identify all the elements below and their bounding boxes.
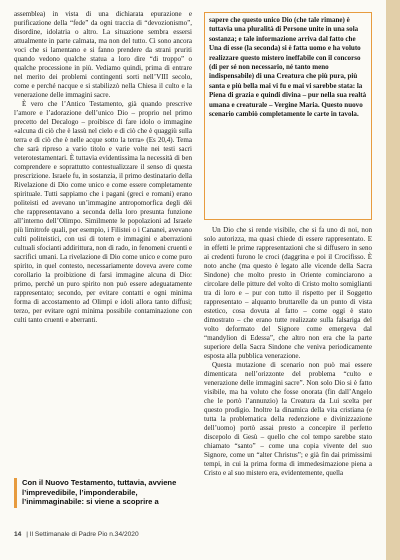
- highlight-box-text: sapere che questo unico Dio (che tale rimane) è tuttavia una pluralità di Persone unite in una sola sostanza; e tale informazione arriva dal fatto che Una di esse (la seconda) si è fatta uomo e ha voluto realizzare questo mistero ineffabile con il concorso (di per sé non necessario, né tanto meno indispensabile) di una Creatura che più pura, più santa e più bella mai vi fu e mai vi sarebbe stata: la Piena di grazia e quindi divina – pur nella sua realtà umana e creaturale – Vergine Maria. Questo nuovo scenario cambiò completamente le carte in tavola.: [209, 16, 367, 119]
- page-number: 14: [14, 531, 22, 538]
- right-paragraph-1: Un Dio che si rende visibile, che si fa uno di noi, non solo autorizza, ma quasi chiede di essere rappresentato. E in effetti le prime rappresentazioni che si diffusero in seno ai credenti furono le croci (daggrina e poi il Crocifisso. È noto anche (ma questo è legato alle vicende della Sacra Sindone) che molto presto in Oriente cominciarono a circolare delle pitture del volto di Cristo molto somiglianti tra di loro e – pur con tutto il rispetto per il Soggetto rappresentato – alquanto bruttarelle da un punto di vista estetico, cosa dovuta al fatto – come oggi è stato dimostrato – che erano tutte realizzate sulla falsariga del volto deformato del Signore come emergeva dal “mandylion di Edessa”, che altro non era che la parte superiore della Sacra Sindone che veniva periodicamente esposta alla pubblica venerazione.: [204, 226, 372, 360]
- issue-number: n.34/2020: [109, 531, 139, 538]
- right-paragraph-2: Questa mutazione di scenario non può mai essere dimenticata nell’orizzonte del problema “culto e venerazione delle immagini sacre”. Non solo Dio si è fatto visibile, ma ha voluto che fosse onorata (fin dall’Angelo che le portò l’annunzio) la Creatura da Lui scelta per questo prodigio. Inoltre la dinamica della vita cristiana (e tutta la problematica della redenzione e divinizzazione dell’uomo) portò assai presto a concepire il perfetto discepolo di Gesù – quello che col tempo sarebbe stato chiamato “santo” – come una copia vivente del suo Signore, come un “alter Christus”; e già fin dai primissimi tempi, in cui la prima forma di immedesimazione piena a Cristo e al suo mistero era, evidentemente, quella: [204, 361, 372, 477]
- publication-name: Il Settimanale di Padre Pio: [29, 531, 108, 538]
- left-paragraph-2: È vero che l’Antico Testamento, già quando prescrive l’amore e l’adorazione dell’unico Dio – proprio nel primo precetto del Decalogo – proibisce di fare idolo o immagine «alcuna di ciò che è lassù nel cielo e di ciò che è quaggiù sulla terra e di ciò che è nelle acque sotto la terra» (Es 20,4). Tema che sarà ripreso a vario titolo e varie volte nei testi sacri veterotestamentari. È tuttavia evidentissima la necessità di ben comprendere e soprattutto contestualizzare il senso di questa prescrizione. Israele fu, in sostanzia, il primo destinatario della Rivelazione di Dio come unico e come essere completamente spirituale. Tutti sappiamo che i pagani (greci e romani) erano politeisti ed avevano un’immagine antropomorfica degli dèi che rappresentavano a seconda della loro presunta funzione all’interno dell’Olimpo. Similmente le popolazioni ad Israele più limitrofe quali, per esempio, i Filistei o i Cananei, avevano culti politeistici, con usi di totem e immagini e aberrazioni cultuali sfocianti addirittura, non di rado, in fenomeni cruenti e sacrifici umani. La rivelazione di Dio come unico e come puro spirito, in quel contesto, necessariamente doveva avere come corollario la proibizione di farsi immagine alcuna di Dio: primo, perché un puro spirito non può essere adeguatamente rappresentato; secondo, per evitare contatti e ogni minima forma di accostamento ad Olimpi e idoli allora tanto diffusi; terzo, per evitare ogni minima possibile contaminazione con culti tanto cruenti e aberranti.: [14, 100, 192, 324]
- left-paragraph-1: assemblea) in vista di una dichiarata epurazione e purificazione della “fede” da ogni traccia di “devozionismo”, disordine, idolatria o altro. La situazione sembra essersi attualmente in parte calmata, ma non del tutto. Ci sono ancora voci che si lamentano e si fanno prendere da strani pruriti quando vedono qualche statua a loro dire “di troppo” o qualche processione in più. Vediamo quindi, prima di entrare nel merito dei problemi contingenti sorti nell’VIII secolo, come e perché nacque e si stabilizzò nella Chiesa il culto e la venerazione delle immagini sacre.: [14, 10, 192, 99]
- page-footer: [14, 531, 139, 538]
- pull-quote: [14, 478, 194, 507]
- left-column: [14, 10, 192, 468]
- right-column: [204, 226, 372, 508]
- pull-quote-text: Con il Nuovo Testamento, tuttavia, avviene l’imprevedibile, l’imponderabile, l’inimmaginabile: si viene a scoprire a: [22, 478, 177, 507]
- pull-quote-accent-bar: [14, 478, 17, 508]
- footer-separator: |: [26, 531, 28, 538]
- highlight-box: [204, 12, 372, 220]
